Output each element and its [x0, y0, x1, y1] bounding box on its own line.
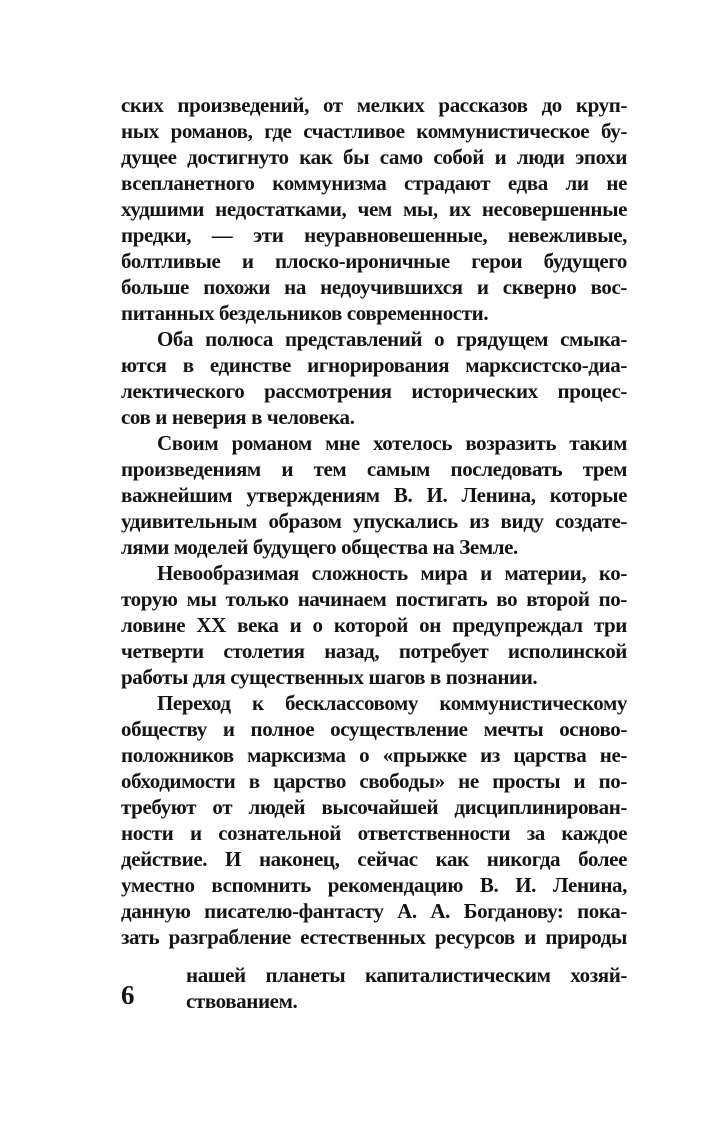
text-line: уместно вспомнить рекомендацию В. И. Ленина,: [121, 873, 627, 897]
text-line: ности и сознательной ответственности за каждое: [121, 821, 627, 845]
text-line: всепланетного коммунизма страдают едва ли не: [121, 171, 627, 195]
text-line: требуют от людей высочайшей дисциплинирован-: [121, 795, 627, 819]
text-line: Переход к бесклассовому коммунистическому: [157, 691, 627, 715]
text-line: ются в единстве игнорирования марксистско-диа-: [121, 353, 627, 377]
text-line: произведениям и тем самым последовать трем: [121, 457, 627, 481]
text-line: лектического рассмотрения исторических процес-: [121, 379, 627, 403]
text-line: питанных бездельников современности.: [121, 301, 489, 325]
body-text: [121, 92, 627, 950]
text-line: обходимости в царство свободы» не просты и по-: [121, 769, 627, 793]
text-line: четверти столетия назад, потребует исполинской: [121, 639, 627, 663]
text-line: работы для существенных шагов в познании.: [121, 665, 538, 689]
text-line: положников марксизма о «прыжке из царства не-: [121, 743, 627, 767]
text-line: данную писателю-фантасту А. А. Богданову: пока-: [121, 899, 627, 923]
text-line: Невообразимая сложность мира и материи, ко-: [157, 561, 627, 585]
page-number: 6: [121, 980, 135, 1010]
text-line: торую мы только начинаем постигать во второй по-: [121, 587, 627, 611]
paragraph: [121, 92, 627, 326]
text-line: сов и неверия в человека.: [121, 405, 355, 429]
text-line: дущее достигнуто как бы само собой и люди эпохи: [121, 145, 627, 169]
text-line: предки, — эти неуравновешенные, невежливые,: [121, 223, 627, 247]
paragraph: [121, 560, 627, 690]
text-line: болтливые и плоско-ироничные герои будущего: [121, 249, 627, 273]
paragraph: [121, 430, 627, 560]
text-line: ских произведений, от мелких рассказов до круп-: [121, 93, 627, 117]
text-line: ных романов, где счастливое коммунистическое бу-: [121, 119, 627, 143]
text-line: удивительным образом упускались из виду создате-: [121, 509, 627, 533]
text-line: Своим романом мне хотелось возразить таким: [157, 431, 627, 455]
text-line: действие. И наконец, сейчас как никогда более: [121, 847, 627, 871]
body-text-tail: [186, 962, 627, 1014]
paragraph: [121, 326, 627, 430]
text-line: зать разграбление естественных ресурсов и природы: [121, 925, 627, 949]
paragraph: [121, 690, 627, 950]
text-line: важнейшим утверждениям В. И. Ленина, которые: [121, 483, 627, 507]
text-line: лями моделей будущего общества на Земле.: [121, 535, 518, 559]
text-line: обществу и полное осуществление мечты осново-: [121, 717, 627, 741]
text-line: больше похожи на недоучившихся и скверно вос-: [121, 275, 627, 299]
text-line: нашей планеты капиталистическим хозяй-: [186, 963, 627, 987]
text-line: худшими недостатками, чем мы, их несовершенные: [121, 197, 627, 221]
text-line: ствованием.: [186, 989, 298, 1013]
text-line: ловине XX века и о которой он предупреждал три: [121, 613, 627, 637]
text-line: Оба полюса представлений о грядущем смыка-: [157, 327, 627, 351]
